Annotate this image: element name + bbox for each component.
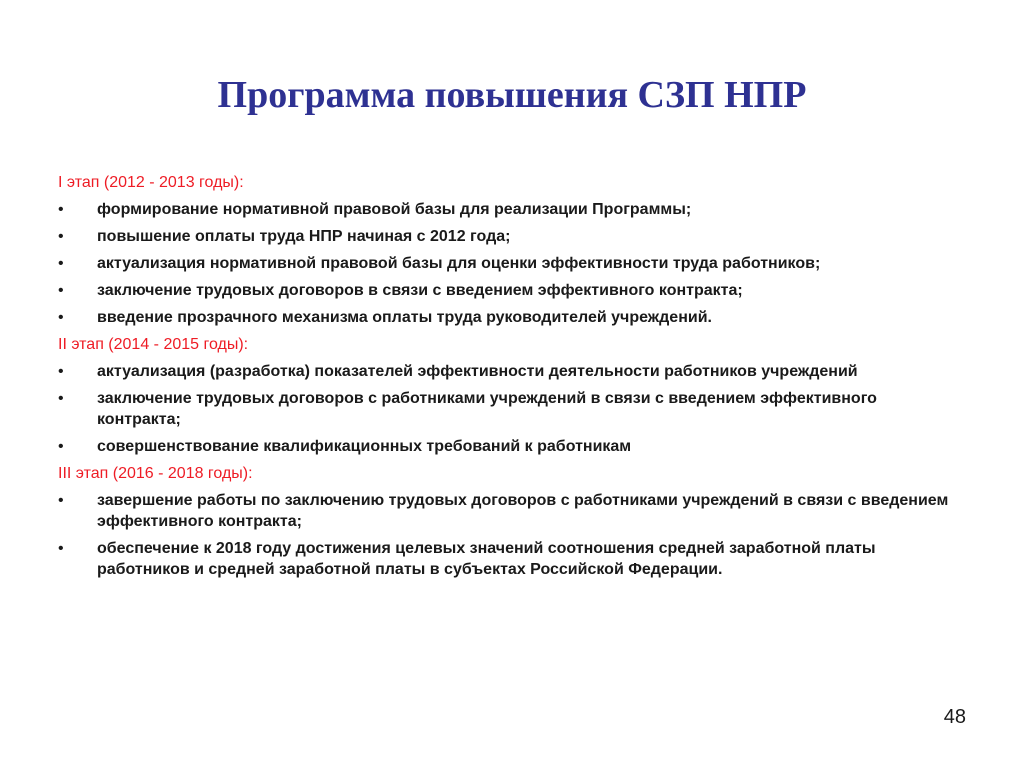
stage-1-list <box>58 199 958 328</box>
list-item-text: актуализация нормативной правовой базы для оценки эффективности труда работников; <box>97 255 821 272</box>
bullet-icon: • <box>58 309 64 326</box>
list-item <box>58 388 958 430</box>
list-item <box>58 199 958 220</box>
list-item-text: введение прозрачного механизма оплаты труда руководителей учреждений. <box>97 309 712 326</box>
list-item-text: завершение работы по заключению трудовых договоров с работниками учреждений в связи с введением эффективного контракта; <box>97 492 949 530</box>
list-item-text: совершенствование квалификационных требований к работникам <box>97 438 632 455</box>
list-item-text: заключение трудовых договоров с работниками учреждений в связи с введением эффективного контракта; <box>97 390 877 428</box>
list-item <box>58 307 958 328</box>
stage-heading-3: III этап (2016 - 2018 годы): <box>58 465 253 482</box>
stage-heading-2: II этап (2014 - 2015 годы): <box>58 336 249 353</box>
bullet-icon: • <box>58 282 64 299</box>
stage-3-list <box>58 490 958 580</box>
page-number: 48 <box>943 706 966 728</box>
list-item-text: актуализация (разработка) показателей эффективности деятельности работников учреждений <box>97 363 858 380</box>
list-item <box>58 538 958 580</box>
slide-title: Программа повышения СЗП НПР <box>217 74 807 116</box>
slide-content <box>58 172 958 586</box>
bullet-icon: • <box>58 492 64 509</box>
bullet-icon: • <box>58 540 64 557</box>
bullet-icon: • <box>58 363 64 380</box>
list-item-text: формирование нормативной правовой базы для реализации Программы; <box>97 201 692 218</box>
bullet-icon: • <box>58 201 64 218</box>
list-item-text: повышение оплаты труда НПР начиная с 2012 года; <box>97 228 511 245</box>
list-item <box>58 361 958 382</box>
list-item-text: заключение трудовых договоров в связи с введением эффективного контракта; <box>97 282 743 299</box>
list-item <box>58 280 958 301</box>
list-item <box>58 253 958 274</box>
list-item <box>58 226 958 247</box>
stage-2-list <box>58 361 958 457</box>
stage-heading-1: I этап (2012 - 2013 годы): <box>58 174 244 191</box>
list-item <box>58 490 958 532</box>
list-item-text: обеспечение к 2018 году достижения целевых значений соотношения средней заработной платы работников и средней заработной платы в субъектах Российской Федерации. <box>97 540 876 578</box>
bullet-icon: • <box>58 438 64 455</box>
bullet-icon: • <box>58 228 64 245</box>
bullet-icon: • <box>58 255 64 272</box>
list-item <box>58 436 958 457</box>
bullet-icon: • <box>58 390 64 407</box>
